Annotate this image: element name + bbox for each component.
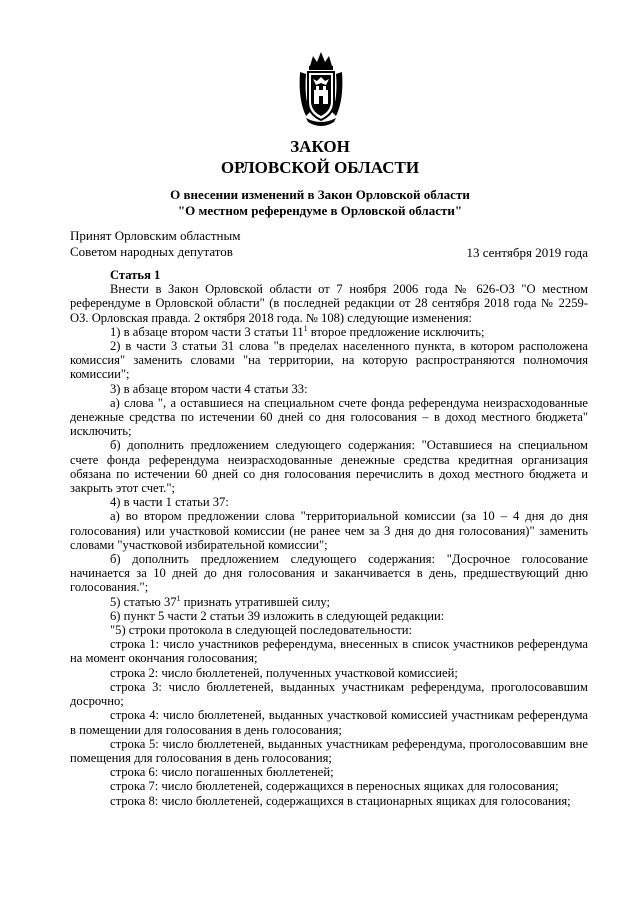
law-subtitle-line2: "О местном референдуме в Орловской области" (177, 203, 463, 218)
article-intro: Внести в Закон Орловской области от 7 ноября 2006 года № 626-ОЗ "О местном референдуме в Орловской области" (в последней редакции от 28 сентября 2018 года № 2259-ОЗ. Орловская правда. 2 октября 2018 года. № 108) следующие изменения: (70, 282, 588, 325)
amendment-item-5: 5) статью $37^1$ признать утратившей силу; (110, 593, 330, 609)
amendment-item-3a: а) слова ", а оставшиеся на специальном счете фонда референдума неизрасходованные денежные средства по истечении 60 дней со дня голосования – в доход местного бюджета" исключить; (70, 395, 588, 439)
protocol-line-4: строка 4: число бюллетеней, выданных участковой комиссией участникам референдума в помещении для голосования в день голосования; (70, 708, 588, 737)
amendment-item-3: 3) в абзаце втором части 4 статьи 33: (110, 381, 308, 396)
adoption-note (70, 228, 240, 260)
amendment-item-3b: б) дополнить предложением следующего содержания: "Оставшиеся на специальном счете фонда референдума неизрасходованные денежные средства кредитная организация обязана по истечении 60 дней со дня голосования перечислить в доход местного бюджета и закрыть этот счет."; (70, 438, 588, 496)
protocol-line-3: строка 3: число бюллетеней, выданных участникам референдума, проголосовавшим досрочно; (70, 679, 588, 709)
law-title-line2: ОРЛОВСКОЙ ОБЛАСТИ (220, 158, 420, 177)
protocol-line-8: строка 8: число бюллетеней, содержащихся в стационарных ящиках для голосования; (110, 793, 571, 808)
adoption-date: 13 сентября 2019 года (466, 245, 588, 260)
law-title-line1: ЗАКОН (290, 137, 350, 156)
amendment-item-4a: а) во втором предложении слова "территориальной комиссии (за 10 – 4 дня до дня голосования) или участковой комиссии (не ранее чем за 3 дня до дня голосования)" заменить словами "участковой избирательной комиссии"; (70, 509, 588, 552)
protocol-line-7: строка 7: число бюллетеней, содержащихся в переносных ящиках для голосования; (110, 779, 559, 794)
adoption-line2: Советом народных депутатов (70, 244, 233, 259)
adoption-line1: Принят Орловским областным (70, 228, 241, 243)
coat-of-arms-icon (296, 50, 346, 128)
amendment-item-6: 6) пункт 5 части 2 статьи 39 изложить в следующей редакции: (110, 608, 445, 623)
amendment-item-1: 1) в абзаце втором части 3 статьи $11^1$ второе предложение исключить; (110, 323, 485, 339)
protocol-line-1: строка 1: число участников референдума, внесенных в список участников референдума на момент окончания голосования; (70, 637, 588, 666)
protocol-line-2: строка 2: число бюллетеней, полученных участковой комиссией; (110, 665, 458, 680)
amendment-item-6-quote: "5) строки протокола в следующей последовательности: (110, 623, 412, 638)
protocol-line-6: строка 6: число погашенных бюллетеней; (110, 765, 334, 780)
protocol-line-5: строка 5: число бюллетеней, выданных участникам референдума, проголосовавшим вне помещения для голосования в день голосования; (70, 736, 588, 765)
article-body (70, 268, 588, 808)
article-heading: Статья 1 (110, 268, 161, 282)
law-subtitle-line1: О внесении изменений в Закон Орловской области (170, 187, 470, 202)
amendment-item-4: 4) в части 1 статьи 37: (110, 495, 229, 510)
amendment-item-4b: б) дополнить предложением следующего содержания: "Досрочное голосование начинается за 10 дней до дня голосования и заканчивается в день, предшествующий дню голосования."; (70, 552, 588, 595)
amendment-item-2: 2) в части 3 статьи 31 слова "в пределах населенного пункта, в котором расположена комиссия" заменить словами "на территории, на которую распространяются полномочия комиссии"; (70, 339, 588, 382)
